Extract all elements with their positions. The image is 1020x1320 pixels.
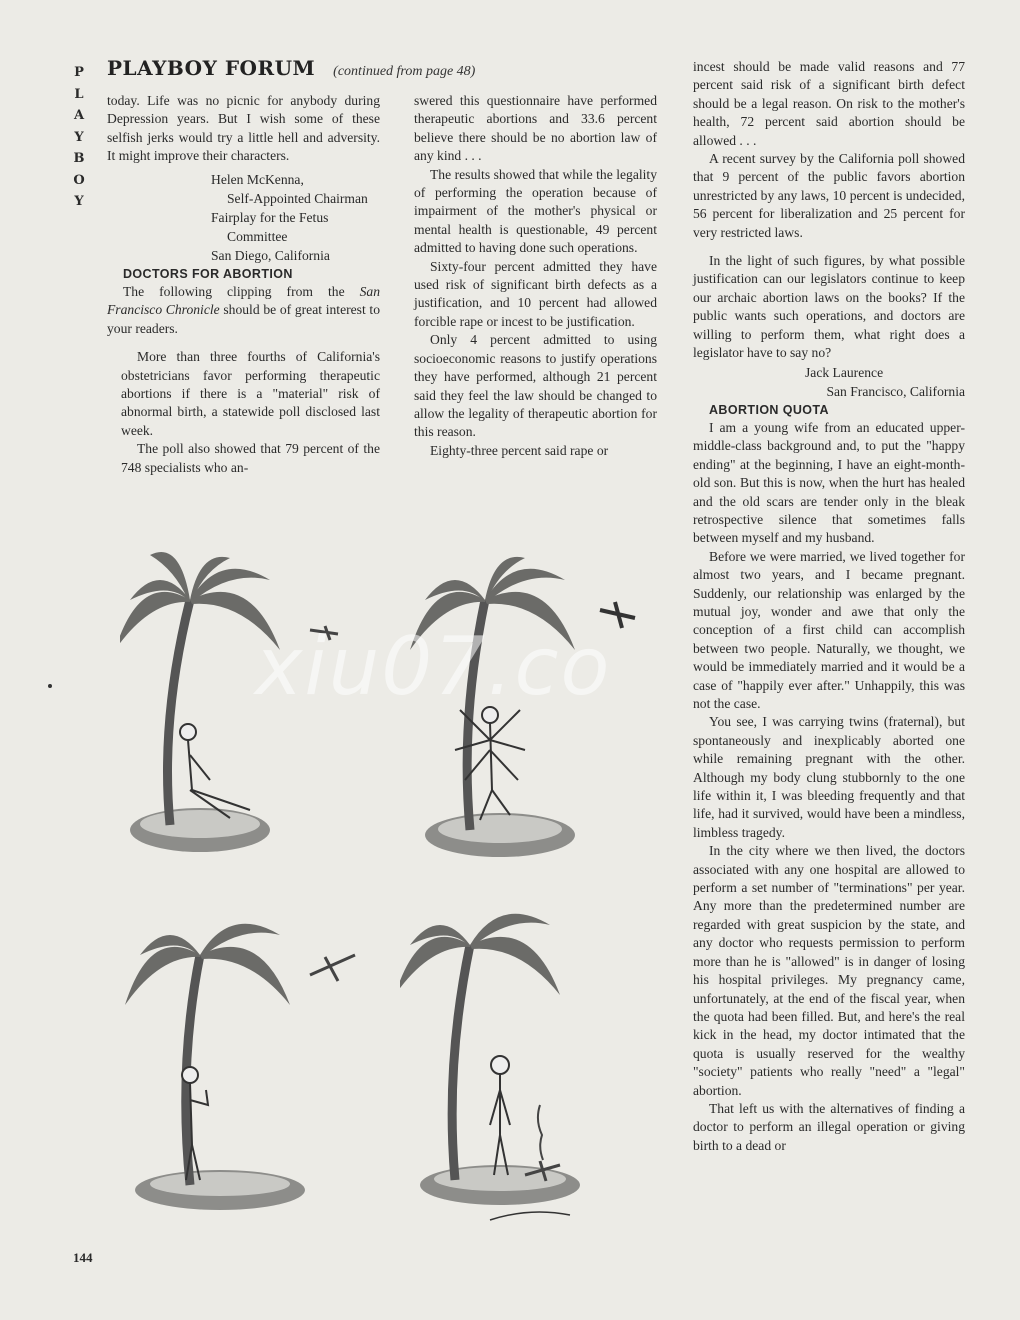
brand-letter: L: [74, 86, 84, 102]
signature-line: San Francisco, California: [826, 383, 965, 399]
paragraph: That left us with the alternatives of finding a doctor to perform an illegal operation or giving birth to a dead or: [693, 1100, 965, 1153]
section-heading: ABORTION QUOTA: [709, 402, 829, 417]
quote-paragraph: More than three fourths of California's obstetricians favor performing therapeutic abortions if there is a "material" risk of abnormal birth, a statewide poll disclosed last week.: [121, 349, 380, 438]
signature-line: Fairplay for the Fetus: [211, 209, 329, 225]
page-number: 144: [73, 1250, 93, 1265]
margin-dot: [48, 684, 52, 688]
brand-letter: Y: [74, 194, 84, 209]
paragraph: You see, I was carrying twins (fraternal), but spontaneously and inexplicably aborted one while remaining pregnant with the other. Although my body clung stubbornly to the one life within it, I was bleeding frequently and that life, had it survived, would have been a mindless, limbless tragedy.: [693, 714, 965, 840]
paragraph: today. Life was no picnic for anybody during Depression years. But I wish some of these selfish jerks would try a little hell and adversity. It might improve their characters.: [107, 93, 380, 164]
paragraph: In the light of such figures, by what possible justification can our legislators continue to keep our archaic abortion laws on the books? If the public wants such operations, and doctors are willing to perform them, what right does a legislator have to say no?: [693, 253, 965, 361]
brand-letter: Y: [74, 129, 84, 145]
paragraph: The following clipping from the San Francisco Chronicle should be of great interest to your readers.: [107, 284, 380, 336]
brand-letter: A: [73, 108, 85, 123]
signature-name: Helen McKenna,: [211, 171, 304, 187]
signature-name: Jack Laurence: [805, 364, 884, 380]
continued-note: (continued from page 48): [333, 64, 476, 79]
brand-letter: P: [74, 65, 84, 80]
cartoon-panel-2: [400, 540, 680, 885]
quote-paragraph: swered this questionnaire have performed therapeutic abortions and 33.6 percent believe there should be no abortion law of any kind . . .: [414, 93, 657, 164]
quote-paragraph: The results showed that while the legality of performing the operation because of impairment of the mother's physical or mental health is questionable, 49 percent admitted to having done such operations.: [414, 166, 657, 256]
signature-mckenna: [107, 170, 380, 265]
vertical-brand: [70, 62, 88, 213]
column-2: [414, 92, 657, 460]
quote-paragraph: Eighty-three percent said rape or: [430, 442, 609, 458]
quote-paragraph: The poll also showed that 79 percent of the 748 specialists who an-: [121, 441, 380, 475]
cartoon-panel-1: [120, 540, 400, 885]
watermark: xiu07.co: [255, 620, 612, 713]
brand-letter: O: [73, 172, 85, 188]
signature-laurence: [693, 363, 965, 401]
column-1: [107, 92, 380, 477]
signature-line: San Diego, California: [211, 247, 330, 263]
forum-title: PLAYBOY FORUM: [107, 56, 316, 80]
signature-line: Committee: [227, 228, 288, 244]
section-heading: DOCTORS FOR ABORTION: [123, 266, 293, 281]
column-3: [693, 58, 965, 1155]
cartoon-panel-3: [120, 885, 400, 1230]
quoted-clipping: [107, 348, 380, 477]
quote-paragraph: incest should be made valid reasons and 77 percent said risk of a significant birth defect should be a legal reason. On risk to the mother's health, 72 percent said abortion should be allowed . . .: [693, 59, 965, 148]
palm-island-cartoon: [120, 540, 680, 1230]
brand-letter: B: [73, 151, 85, 166]
page-header: [107, 56, 475, 80]
paragraph: I am a young wife from an educated upper-middle-class background and, to put the "happy ending" at the beginning, I have an eight-month-old son. But this is now, when the hurt has healed and the old scars are tender only in the bleak retrospective silence that sometimes falls between myself and my husband.: [693, 419, 965, 546]
paragraph: Before we were married, we lived together for almost two years, and I became pregnant. Suddenly, our relationship was enlarged by the mutual joy, wonder and awe that only the conception of a first child can accomplish between two people. Naturally, we thought, we would be immediately married and it would be a case of "happily ever after." Unhappily, this was not the case.: [693, 548, 965, 711]
quote-paragraph: Only 4 percent admitted to using socioeconomic reasons to justify operations they have performed, although 21 percent said they feel the law should be changed to allow the legality of therapeutic abortion for this reason.: [414, 332, 657, 440]
quote-paragraph: Sixty-four percent admitted they have used risk of significant birth defects as a justification, and 10 percent had allowed forcible rape or incest to be justification.: [414, 258, 657, 329]
paragraph: In the city where we then lived, the doctors associated with any one hospital are allowed to perform a set number of "terminations" per year. Any more than the predetermined number are regarded with great suspicion by the state, and any doctor who requests permission to perform more than he is "allowed" is in danger of losing his hospital privileges. My pregnancy came, unfortunately, at the end of the fiscal year, when the quota had been filled. But, and here's the real kick in the head, my doctor intimated that the quota is usually reserved for the wealthy "society" patients who really "need" a "legal" abortion.: [693, 843, 965, 1098]
signature-line: Self-Appointed Chairman: [227, 190, 368, 206]
quote-paragraph: A recent survey by the California poll showed that 9 percent of the public favors abortion unrestricted by any laws, 10 percent is undecided, 56 percent for liberalization and 25 percent for very restricted laws.: [693, 151, 965, 240]
cartoon-panel-4: [400, 885, 680, 1230]
